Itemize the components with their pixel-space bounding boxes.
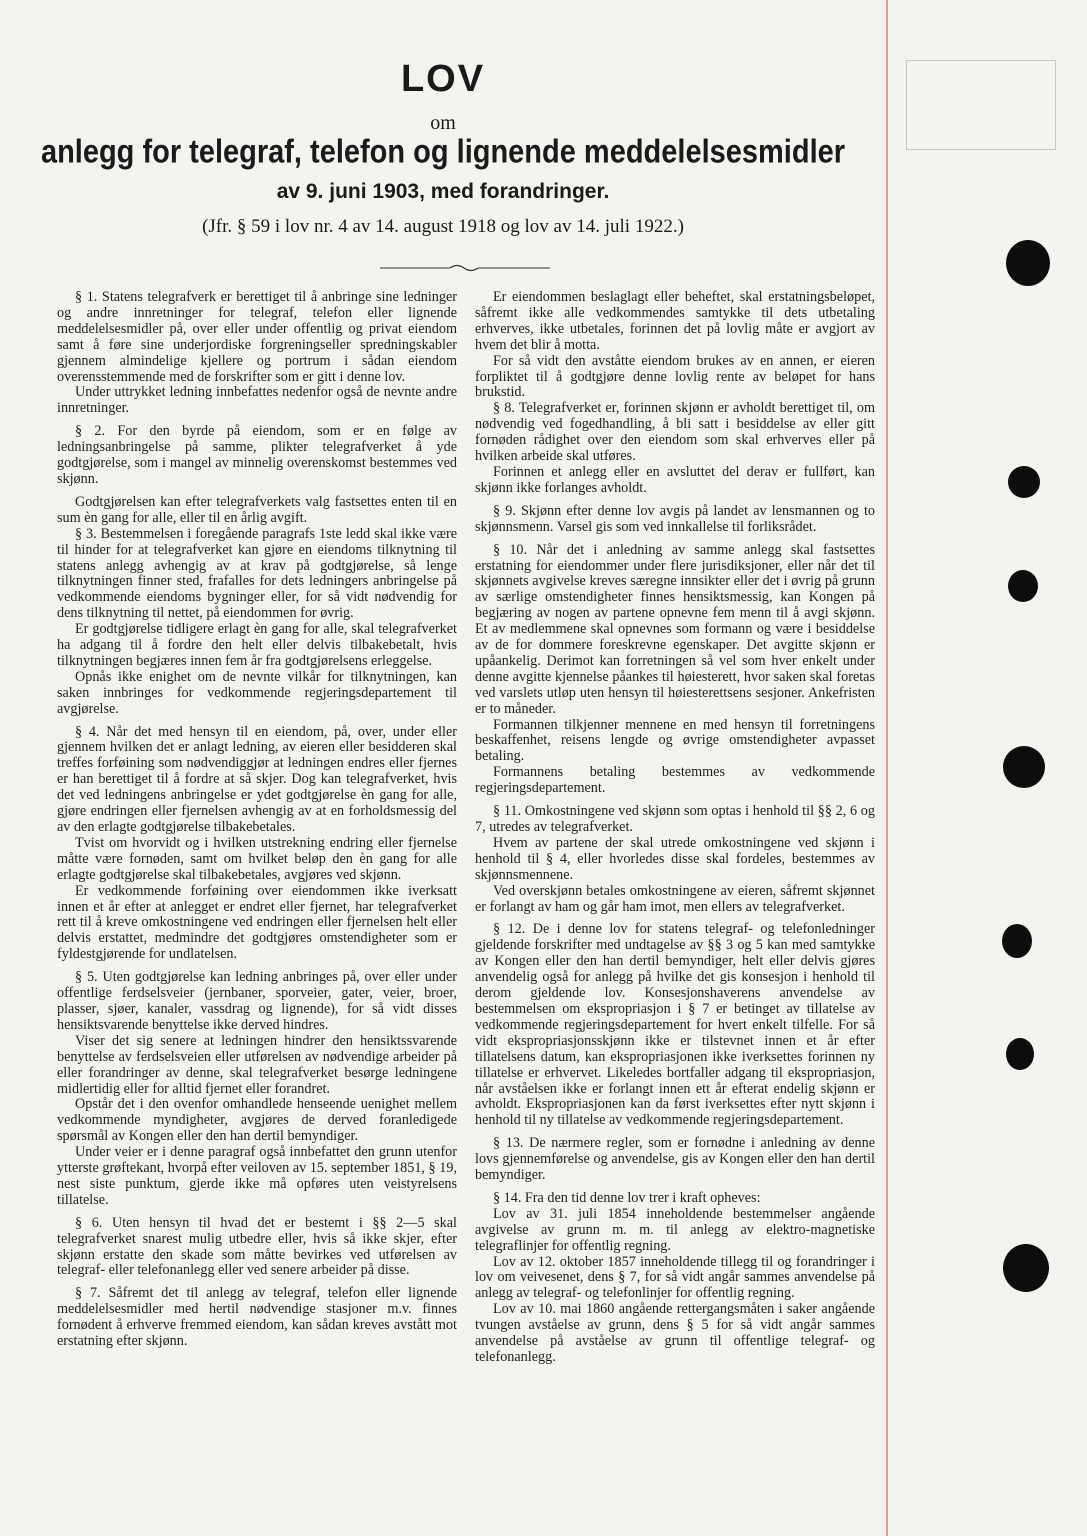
punch-hole bbox=[1002, 924, 1032, 958]
paragraph: Lov av 10. mai 1860 angående rettergangsmåten i saker angående tvungen avståelse av grunn, dens § 5 for så vidt angår sammes anvendelse på avståelse av grunn til offentlige telegraf- og telefonanlegg. bbox=[475, 1301, 875, 1365]
paragraph: Lov av 31. juli 1854 inneholdende bestemmelser angående avgivelse av grunn m. m. til anlegg av elektro-magnetiske telegraflinjer for offentlig regning. bbox=[475, 1205, 875, 1254]
paragraph: Forinnen et anlegg eller en avsluttet del derav er fullført, kan skjønn ikke forlanges avholdt. bbox=[475, 463, 875, 496]
paragraph: § 7. Såfremt det til anlegg av telegraf, telefon eller lignende meddelelsesmidler med hertil nødvendige stasjoner m.v. finnes fornødent å erhverve fremmed eiendom, kan sådan kreves avstått mot erstatning efter skjønn. bbox=[57, 1285, 457, 1350]
paragraph: Formannens betaling bestemmes av vedkommende regjeringsdepartement. bbox=[475, 764, 875, 797]
paragraph: § 11. Omkostningene ved skjønn som optas i henhold til §§ 2, 6 og 7, utredes av telegrafverket. bbox=[475, 803, 875, 835]
paragraph: Ved overskjønn betales omkostningene av eieren, såfremt skjønnet er forlangt av ham og går ham imot, men ellers av telegrafverket. bbox=[475, 882, 875, 915]
paragraph: § 3. Bestemmelsen i foregående paragrafs 1ste ledd skal ikke være til hinder for at telegrafverket kan gjøre en eiendoms tilknytning til statens anlegg avhengig av at krav på godtgjørelse, så lenge tilknytningen finner sted, frafalles for dets ledningers anbringelse på vedkommende eiendoms bygninger eller, for så vidt nødvendig for dens tilknytning til nettet, på eiendommen for øvrig. bbox=[57, 525, 457, 622]
paragraph: Er godtgjørelse tidligere erlagt èn gang for alle, skal telegrafverket ha adgang til å fordre den helt eller delvis tilbakebetalt, hvis tilknytningen begjæres innen fem år fra godtgjørelsens erleggelse. bbox=[57, 621, 457, 669]
paragraph: § 4. Når det med hensyn til en eiendom, på, over, under eller gjennem hvilken det er anlagt ledning, av eieren eller besidderen skal treffes forføining som nødvendiggjør at ledningen endres eller fjernes er han berettiget til å fordre at så skjer. Dog kan telegrafverket, hvis det ved ledningens anbringelse er ydet godtgjørelse èn gang for alle, gjøre endringen eller fjernelsen avhengig av at en forholdsmessig del av den erlagte godtgjørelse tilbakebetales. bbox=[57, 723, 457, 835]
margin-rule bbox=[886, 0, 888, 1536]
punch-hole bbox=[1006, 1038, 1034, 1070]
paragraph: § 8. Telegrafverket er, forinnen skjønn er avholdt berettiget til, om nødvendig ved fogedhandling, å bli satt i besiddelse av eller gitt fornøden rådighet over den eiendom som skal erhverves eller på hvilken arbeide skal utføres. bbox=[475, 400, 875, 465]
paragraph: § 14. Fra den tid denne lov trer i kraft opheves: bbox=[493, 1189, 761, 1206]
faded-stamp-box bbox=[906, 60, 1056, 150]
paragraph: § 10. Når det i anledning av samme anlegg skal fastsettes erstatning for eiendommer under flere jurisdiksjoner, eller når det til skjønnets avgivelse kreves særegne innsikter eller det i øvrig på grunn av særlige omstendigheter finnes hensiktsmessig, kan Kongen på begjæring av nogen av partene opnevne fem menn til å avgi skjønn. Et av medlemmene skal opnevnes som formann og være i besiddelse av de for dommere foreskrevne egenskaper. Det avgitte skjønn er upåankelig. Derimot kan forretningen så vel som hver enkelt under denne avgitte kjennelse påankes til høiesterett, hvor saken skal foretas ved varslets utløp uten hensyn til høiesterettsens sesjoner. Ankefristen er to måneder. bbox=[475, 541, 875, 717]
paragraph: Opstår det i den ovenfor omhandlede henseende uenighet mellem vedkommende myndigheter, avgjøres de derved foranledigede spørsmål av Kongen eller den han dertil bemyndiger. bbox=[57, 1096, 457, 1145]
paragraph: § 6. Uten hensyn til hvad det er bestemt i §§ 2—5 skal telegrafverket snarest mulig utbedre eller, hvis så ikke skjer, efter skjønn erstatte den skade som måtte bevirkes ved utførelsen av telegraf- eller telefonanlegg eller ved senere arbeider på disse. bbox=[57, 1214, 457, 1279]
paragraph: Viser det sig senere at ledningen hindrer den hensiktssvarende benyttelse av ferdselsveien eller utførelsen av nødvendige arbeider på eller forandringer av denne, skal telegrafverket besørge ledningene midlertidig eller for alltid fjernet eller forandret. bbox=[57, 1032, 457, 1097]
left-column bbox=[57, 290, 457, 1350]
paragraph: Formannen tilkjenner mennene en med hensyn til forretningens beskaffenhet, reisens lengde og øvrige omstendigheter avpasset betaling. bbox=[475, 716, 875, 765]
law-date-line: av 9. juni 1903, med forandringer. bbox=[276, 180, 610, 203]
punch-hole bbox=[1008, 466, 1040, 498]
paragraph: Opnås ikke enighet om de nevnte vilkår for tilknytningen, kan saken innbringes for vedkommende regjeringsdepartement til avgjørelse. bbox=[57, 668, 457, 717]
paragraph: Hvem av partene der skal utrede omkostningene ved skjønn i henhold til § 4, eller hvorledes disse skal fordeles, bestemmes av skjønnsmennene. bbox=[475, 834, 875, 883]
ornament-divider bbox=[380, 264, 550, 272]
right-column bbox=[475, 290, 875, 1366]
paragraph: § 9. Skjønn efter denne lov avgis på landet av lensmannen og to skjønnsmenn. Varsel gis som ved innkallelse til forliksrådet. bbox=[475, 502, 875, 535]
paragraph: § 1. Statens telegrafverk er berettiget til å anbringe sine ledninger og andre innretninger for telegraf, telefon eller lignende meddelelsesmidler på, over eller under offentlig og privat eiendom samt å føre sine underjordiske forgreningseller spredningskabler gjennem almindelige kjellere og portrum i sådan eiendom overensstemmende med de forskrifter som er gitt i denne lov. bbox=[57, 289, 457, 385]
paragraph: § 12. De i denne lov for statens telegraf- og telefonledninger gjeldende forskrifter med undtagelse av §§ 3 og 5 kan med samtykke av Kongen eller den han dertil bemyndiger, helt eller delvis gjøres anvendelig også for anlegg på hvilke det gis konsesjon i henhold til derom gjeldende lov. Konsesjonshaverens anvendelse av bestemmelsen om ekspropriasjon i § 7 er betinget av tillatelse av vedkommende regjeringsdepartement for hvert enkelt tilfelle. For så vidt ekspropriasjonsskjønn ikke er tilstevnet innen et år efter tillatelsens datum, kan ekspropriasjonen ikke iverksettes forinnen ny tillatelse er erhvervet. Likeledes bortfaller adgang til ekspropriasjon, når avståelsen ikke er forlangt innen ett år efterat endelig skjønn er avholdt. Ekspropriasjonen kan da først iverksettes efter nytt skjønn i henhold til ny tillatelse av vedkommende regjeringsdepartement. bbox=[475, 921, 875, 1129]
law-om: om bbox=[430, 112, 456, 134]
punch-hole bbox=[1008, 570, 1038, 602]
punch-hole bbox=[1003, 1244, 1049, 1292]
punch-hole bbox=[1003, 746, 1045, 788]
paragraph: For så vidt den avståtte eiendom brukes av en annen, er eieren forpliktet til å godtgjøre denne lovlig rente av beløpet for hans brukstid. bbox=[475, 352, 875, 401]
paragraph: Under veier er i denne paragraf også innbefattet den grunn utenfor ytterste grøftekant, hvorpå efter veiloven av 15. september 1851, § 19, nest siste punktum, gjerde ikke må opføres uten veistyrelsens tillatelse. bbox=[57, 1144, 457, 1208]
law-subject: anlegg for telegraf, telefon og lignende meddelelsesmidler bbox=[40, 133, 846, 171]
paragraph: § 5. Uten godtgjørelse kan ledning anbringes på, over eller under offentlige ferdselsveier (jernbaner, sporveier, gater, veier, broer, plasser, sjøer, kanaler, vassdrag og lignende), for så vidt disses hensiktsvarende benyttelse ikke derved hindres. bbox=[57, 969, 457, 1033]
paragraph: § 13. De nærmere regler, som er fornødne i anledning av denne lovs gjennemførelse og anvendelse, gis av Kongen eller den han dertil bemyndiger. bbox=[475, 1135, 875, 1184]
punch-hole bbox=[1006, 240, 1050, 286]
paragraph: Godtgjørelsen kan efter telegrafverkets valg fastsettes enten til en sum èn gang for alle, eller til en årlig avgift. bbox=[57, 493, 457, 526]
paragraph: Lov av 12. oktober 1857 inneholdende tillegg til og forandringer i lov om veivesenet, dens § 7, for så vidt angår sammes anvendelse på anlegg av telegraf- og telefonlinjer for offentlig regning. bbox=[475, 1253, 875, 1302]
paragraph: § 2. For den byrde på eiendom, som er en følge av ledningsanbringelse på samme, plikter telegrafverket å yde godtgjørelse, som i mangel av minnelig overenskomst bestemmes ved skjønn. bbox=[57, 423, 457, 487]
paragraph: Tvist om hvorvidt og i hvilken utstrekning endring eller fjernelse måtte være fornøden, samt om hvilket beløp den èn gang for alle erlagte godtgjørelse skal tilbakebetales, avgjøres ved skjønn. bbox=[57, 834, 457, 883]
paragraph: Under uttrykket ledning innbefattes nedenfor også de nevnte andre innretninger. bbox=[57, 384, 457, 417]
paragraph: Er eiendommen beslaglagt eller beheftet, skal erstatningsbeløpet, såfremt ikke alle vedkommendes samtykke til dets utbetaling erhverves, ikke utbetales, forinnen det på lovlig måte er avgjort av hvem det blir å motta. bbox=[475, 289, 875, 353]
law-reference: (Jfr. § 59 i lov nr. 4 av 14. august 1918 og lov av 14. juli 1922.) bbox=[202, 216, 684, 237]
law-title: LOV bbox=[400, 58, 486, 100]
paragraph: Er vedkommende forføining over eiendommen ikke iverksatt innen et år efter at anlegget er endret eller fjernet, har telegrafverket rett til å kreve omkostningene ved endringen eller fjernelsen helt eller delvis erstattet, medmindre det godtgjøres omstendigheter som er fyldestgjørende for undlatelsen. bbox=[57, 882, 457, 963]
